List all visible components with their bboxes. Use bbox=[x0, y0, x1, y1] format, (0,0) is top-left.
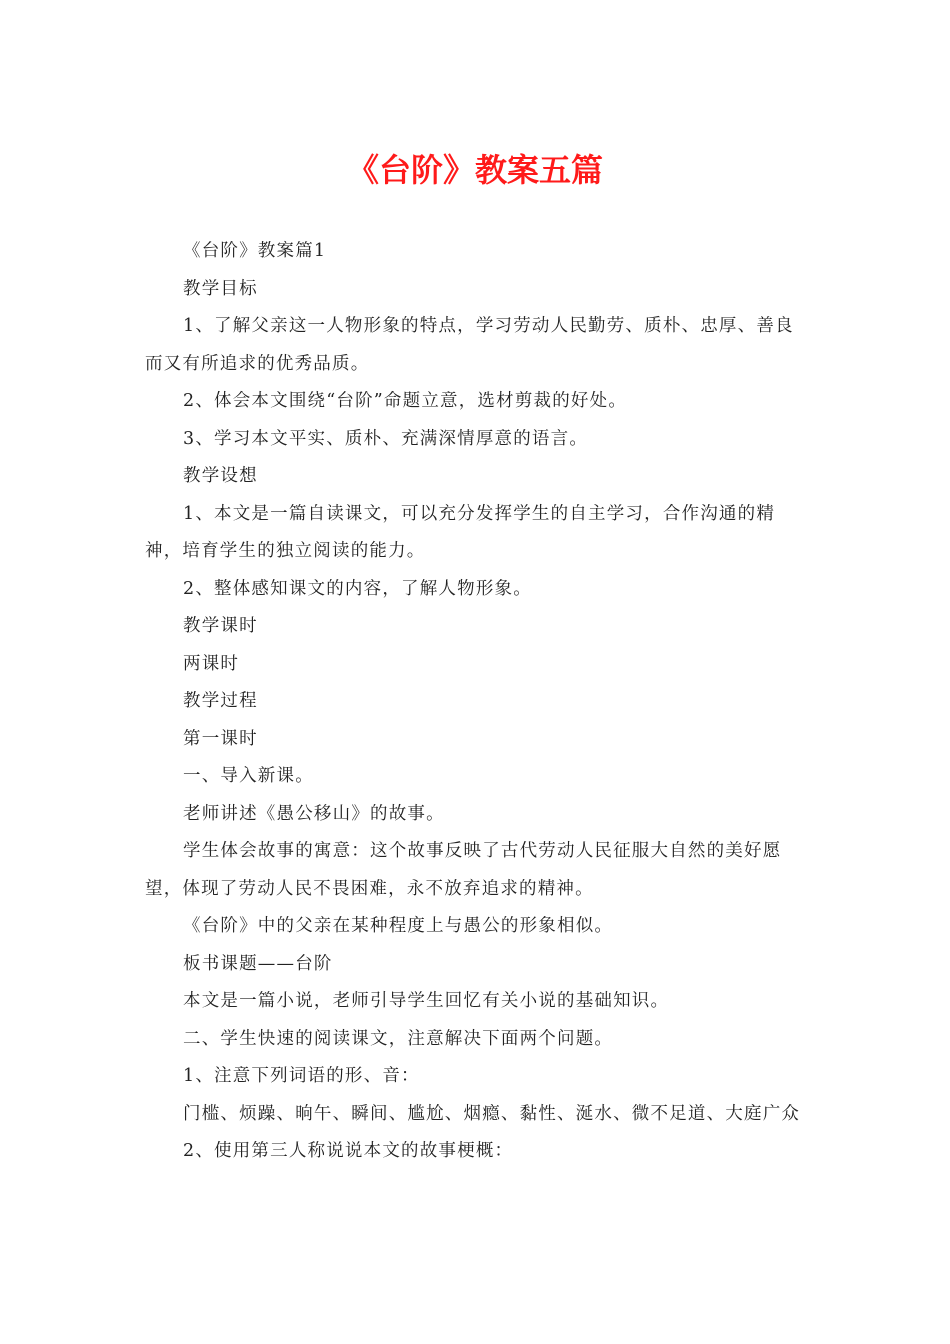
paragraph: 两课时 bbox=[183, 653, 240, 674]
paragraph: 学生体会故事的寓意：这个故事反映了古代劳动人民征服大自然的美好愿望，体现了劳动人民不畏困难，永不放弃追求的精神。 bbox=[145, 841, 782, 899]
document-title: 《台阶》教案五篇 bbox=[346, 151, 603, 189]
subheading-teaching-process: 教学过程 bbox=[183, 691, 258, 711]
paragraph: 二、学生快速的阅读课文，注意解决下面两个问题。 bbox=[183, 1028, 614, 1049]
paragraph: 1、注意下列词语的形、音： bbox=[183, 1066, 420, 1086]
paragraph: 老师讲述《愚公移山》的故事。 bbox=[183, 803, 445, 824]
paragraph: 一、导入新课。 bbox=[183, 766, 314, 786]
paragraph: 本文是一篇小说，老师引导学生回忆有关小说的基础知识。 bbox=[183, 991, 670, 1011]
paragraph: 3、学习本文平实、质朴、充满深情厚意的语言。 bbox=[183, 428, 589, 449]
paragraph: 板书课题——台阶 bbox=[183, 953, 333, 974]
paragraph: 2、整体感知课文的内容，了解人物形象。 bbox=[183, 578, 532, 599]
section-heading: 《台阶》教案篇1 bbox=[183, 241, 327, 261]
subheading-teaching-goals: 教学目标 bbox=[183, 278, 258, 299]
paragraph: 2、使用第三人称说说本文的故事梗概： bbox=[183, 1141, 514, 1161]
paragraph: 1、了解父亲这一人物形象的特点，学习劳动人民勤劳、质朴、忠厚、善良而又有所追求的优秀品质。 bbox=[145, 316, 794, 374]
paragraph: 1、本文是一篇自读课文，可以充分发挥学生的自主学习，合作沟通的精神，培育学生的独立阅读的能力。 bbox=[145, 503, 776, 561]
subheading-teaching-ideas: 教学设想 bbox=[183, 466, 258, 486]
subheading-class-hours: 教学课时 bbox=[183, 616, 258, 636]
paragraph: 《台阶》中的父亲在某种程度上与愚公的形象相似。 bbox=[183, 916, 614, 936]
paragraph: 门槛、烦躁、晌午、瞬间、尴尬、烟瘾、黏性、涎水、微不足道、大庭广众 bbox=[183, 1103, 801, 1124]
document-body bbox=[145, 233, 810, 1171]
subheading-first-lesson: 第一课时 bbox=[183, 728, 258, 749]
paragraph: 2、体会本文围绕“台阶”命题立意，选材剪裁的好处。 bbox=[183, 391, 628, 411]
